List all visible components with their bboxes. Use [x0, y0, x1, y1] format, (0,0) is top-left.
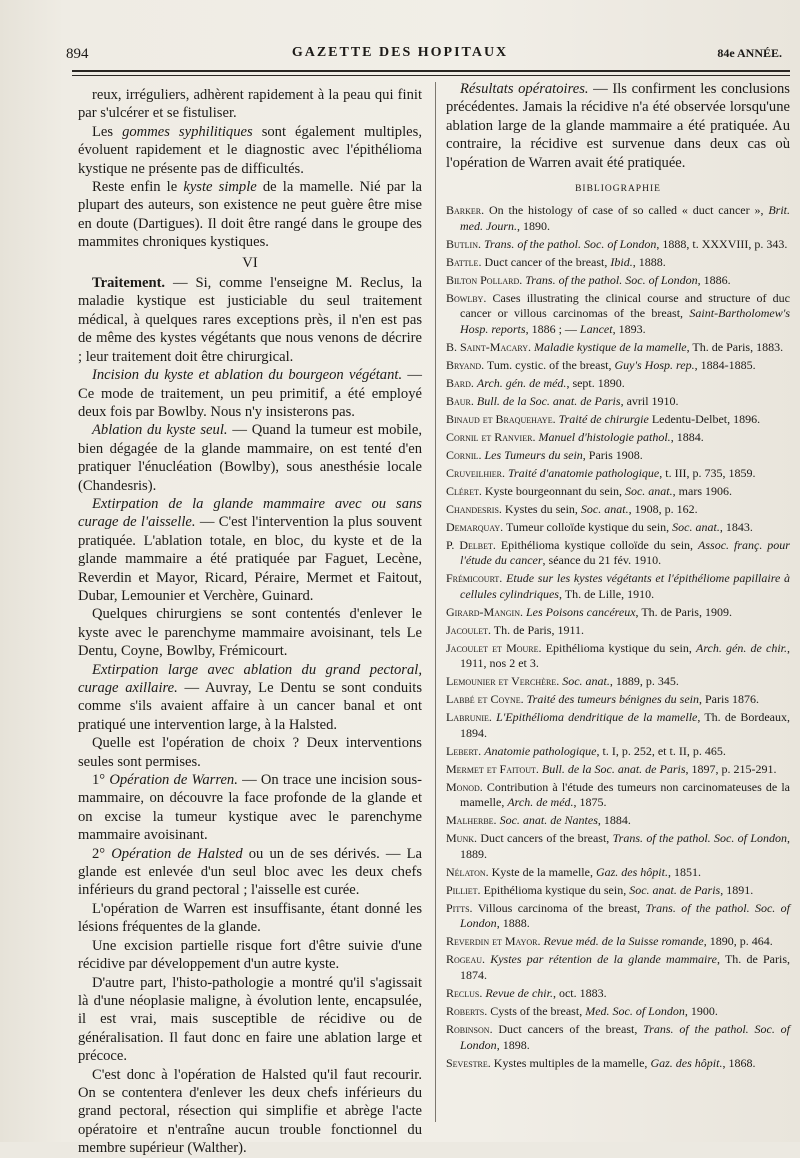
bibliography-entry — [446, 674, 790, 690]
italic-text: Ibid. — [610, 254, 633, 269]
italic-text: Les Tumeurs du sein — [484, 447, 583, 462]
bibliography-entry — [446, 203, 790, 234]
author-name: Frémicourt. — [446, 571, 503, 586]
italic-text: Trans. of the pathol. Soc. of London — [460, 1022, 790, 1052]
text-run: , 1889. — [460, 831, 790, 861]
bibliography-entry — [446, 291, 790, 338]
italic-text: Arch. gén. de chir. — [695, 640, 787, 655]
paragraph — [78, 421, 422, 495]
text-run: , 1884. — [670, 429, 704, 444]
italic-text: Etude sur les kystes végétants et l'épithéliome papillaire à cellules cylindriques — [460, 571, 791, 601]
text-run: , t. III, p. 735, 1859. — [659, 465, 756, 480]
author-name: Reclus. — [446, 986, 483, 1001]
paragraph — [78, 1066, 422, 1158]
author-name: Robinson. — [446, 1022, 493, 1036]
italic-text: Ablation du kyste seul. — [92, 422, 228, 439]
text-run: — Si, comme l'enseigne M. Reclus, la maladie kystique est justiciable du seul traitement médical, à quelques rares exceptions près, il n'en est pas de même des kystes végétants que nous venons de décrire ; leur traitement doit être chirurgical. — [78, 275, 422, 365]
author-name: Lemounier et Verchère. — [446, 674, 560, 689]
text-run: , Paris 1908. — [582, 447, 643, 462]
italic-text: Extirpation large avec ablation du grand pectoral, curage axillaire. — [78, 661, 422, 696]
author-name: Bilton Pollard. — [446, 272, 523, 287]
left-column — [78, 86, 422, 1158]
italic-text: Traité des tumeurs bénignes du sein — [526, 692, 699, 707]
text-run: , 1893. — [612, 321, 646, 336]
bibliography-entry — [446, 1022, 790, 1053]
paragraph — [78, 123, 422, 178]
text-run: C'est donc à l'opération de Halsted qu'il faut recourir. On se contentera d'enlever les deux chefs inférieurs du grand pectoral, résection qui simplifie et abrège l'acte opératoire et n'entraîne aucun trouble fonctionnel du membre supérieur (Walther). — [78, 1066, 422, 1157]
author-name: Nélaton. — [446, 864, 489, 879]
bibliography-entry — [446, 623, 790, 639]
italic-text: Revue de chir. — [485, 986, 553, 1001]
text-run: , 1868. — [722, 1055, 756, 1070]
text-run: Reste enfin le — [92, 179, 184, 196]
text-run: , 1886. — [697, 272, 731, 287]
italic-text: Maladie kystique de la mamelle — [534, 339, 687, 354]
italic-text: Soc. anat. de Nantes — [499, 813, 598, 828]
bibliography-entry — [446, 780, 790, 811]
text-run: Tumeur colloïde kystique du sein, — [503, 519, 673, 534]
text-run: Kyste de la mamelle, — [488, 864, 596, 879]
bibliography-entry — [446, 901, 790, 932]
bibliography-entry — [446, 466, 790, 482]
italic-text: gommes syphilitiques — [122, 123, 253, 140]
text-run: , 1888. — [632, 254, 666, 269]
italic-text: Trans. of the pathol. Soc. of London — [460, 900, 790, 931]
italic-text: Anatomie pathologique — [484, 743, 597, 758]
text-run: ou un de ses dérivés. — La glande est enlevée d'un seul bloc avec les deux chefs inférieurs du grand pectoral ; l'aisselle est curée. — [78, 845, 422, 899]
text-run: , 1900. — [684, 1004, 718, 1019]
author-name: Reverdin et Mayor. — [446, 934, 541, 949]
text-run: Duct cancer of the breast, — [481, 254, 611, 269]
bibliography-entry — [446, 448, 790, 464]
italic-text: Guy's Hosp. rep. — [614, 357, 695, 372]
italic-text: Lancet — [579, 321, 613, 336]
author-name: Lebert. — [446, 743, 482, 758]
text-run: Traitement. — [92, 275, 166, 292]
author-name: Demarquay. — [446, 519, 504, 534]
bibliography-entry — [446, 502, 790, 518]
text-run: , t. I, p. 252, et t. II, p. 465. — [596, 743, 726, 758]
bibliography-entry — [446, 865, 790, 881]
text-run: Ledentu-Delbet, 1896. — [648, 411, 761, 426]
text-run: , 1891. — [720, 882, 754, 897]
text-run: Tum. cystic. of the breast, — [484, 357, 615, 372]
header-rule-thin — [72, 75, 790, 76]
author-name: Binaud et Braquehaye. — [446, 411, 556, 426]
bibliography-entry — [446, 340, 790, 356]
text-run: Cases illustrating the clinical course and structure of duc cancer or villous carcinomas of the breast, — [460, 290, 790, 321]
results-paragraph — [446, 80, 790, 172]
text-run: , sept. 1890. — [566, 375, 625, 390]
author-name: Bryand. — [446, 357, 485, 372]
text-run: Duct cancers of the breast, — [477, 831, 613, 846]
text-run: , 1884. — [597, 813, 631, 828]
bibliography-entry — [446, 813, 790, 829]
text-run: — On trace une incision sous-mammaire, on découvre la face profonde de la glande et on excise la tumeur kystique avec le parenchyme mammaire avoisinant. — [78, 772, 422, 844]
section-heading — [78, 254, 422, 272]
italic-text: L'Epithélioma dendritique de la mamelle — [496, 710, 698, 725]
text-run: Th. de Paris, 1911. — [491, 622, 584, 637]
text-run: Quelques chirurgiens se sont contentés d'enlever le kyste avec le parenchyme mammaire avoisinant, tels Le Dentu, Coyne, Bowlby, Frémicourt. — [78, 606, 422, 660]
right-column — [446, 80, 790, 1074]
text-run: , oct. 1883. — [552, 986, 607, 1001]
bibliography-entry — [446, 831, 790, 862]
author-name: Butlin. — [446, 236, 481, 251]
text-run: , 1888. — [496, 916, 530, 931]
text-run: , 1908, p. 162. — [628, 501, 698, 516]
text-run: VI — [242, 254, 258, 271]
author-name: Munk. — [446, 831, 478, 846]
text-run: L'opération de Warren est insuffisante, étant donné les lésions fréquentes de la glande. — [78, 900, 422, 936]
bibliography-entry — [446, 744, 790, 760]
paragraph — [78, 495, 422, 605]
text-run: , 1888, t. XXXVIII, p. 343. — [656, 236, 788, 251]
author-name: Battle. — [446, 254, 482, 269]
text-run: , Paris 1876. — [699, 692, 759, 707]
author-name: Cruveilhier. — [446, 465, 505, 480]
bibliography-title: BIBLIOGRAPHIE — [575, 184, 661, 195]
bibliography-entry — [446, 412, 790, 428]
italic-text: Revue méd. de la Suisse romande — [543, 934, 704, 949]
text-run: , Th. de Lille, 1910. — [558, 586, 655, 601]
text-run: , 1884-1885. — [694, 357, 756, 372]
italic-text: Arch. gén. de méd. — [476, 375, 567, 390]
author-name: Girard-Mangin. — [446, 604, 523, 619]
bibliography-entry — [446, 883, 790, 899]
author-name: Barker. — [446, 203, 485, 218]
text-run: Kyste bourgeonnant du sein, — [481, 483, 625, 498]
author-name: B. Saint-Macary. — [446, 339, 532, 354]
text-run: Duct cancers of the breast, — [492, 1022, 644, 1036]
bibliography-entry — [446, 710, 790, 741]
text-run: sont également multiples, évoluent rapidement et le diagnostic avec l'épithélioma kystique ne présente pas de difficultés. — [78, 123, 422, 177]
text-run: — Ce mode de traitement, un peu primitif, a été employé deux fois par Bowlby. Nous n'y insisterons pas. — [78, 367, 422, 420]
text-run: , 1890, p. 464. — [703, 934, 773, 949]
author-name: P. Delbet. — [446, 537, 496, 552]
author-name: Roberts. — [446, 1004, 488, 1019]
text-run: Quelle est l'opération de choix ? Deux interventions seules sont permises. — [78, 735, 422, 770]
italic-text: Med. Soc. of London — [585, 1004, 685, 1019]
text-run: , 1890. — [517, 218, 550, 233]
paragraph — [78, 366, 422, 421]
bibliography-entry — [446, 538, 790, 569]
text-run: D'autre part, l'histo-pathologie a montré qu'il s'agissait là d'une néoplasie maligne, à évolution lente, encapsulée, il est vrai, mais susceptible de récidive ou de généralisation. Il faut donc en faire une ablation large et précoce. — [78, 974, 422, 1065]
text-run: Epithélioma kystique du sein, — [480, 882, 630, 897]
italic-text: Soc. anat. — [672, 519, 720, 534]
text-run: de la mamelle. Nié par la plupart des auteurs, son existence ne peut guère être mise en doute (Dartigues). Il doit être rangé dans le groupe des mammites chroniques kystiques. — [78, 179, 422, 251]
italic-text: Bull. de la Soc. anat. de Paris — [541, 761, 686, 776]
bibliography-entry — [446, 1056, 790, 1072]
header-rule-thick — [72, 70, 790, 72]
text-run: , Th. de Paris, 1874. — [460, 952, 790, 983]
italic-text: Les Poisons cancéreux — [526, 604, 636, 619]
paragraph — [78, 845, 422, 900]
italic-text: Opération de Halsted — [111, 845, 243, 862]
bibliography-entry — [446, 430, 790, 446]
italic-text: Traité de chirurgie — [558, 411, 649, 426]
text-run: On the histology of case of so called « duct cancer », — [484, 203, 769, 218]
text-run: , 1843. — [719, 519, 753, 534]
author-name: Labrunie. — [446, 710, 492, 725]
paragraph — [78, 661, 422, 735]
italic-text: Bull. de la Soc. anat. de Paris — [476, 393, 621, 408]
bibliography-entry — [446, 255, 790, 271]
bibliography-entry — [446, 952, 790, 983]
bibliography-entry — [446, 376, 790, 392]
paragraph — [78, 178, 422, 252]
paragraph — [78, 605, 422, 660]
bibliography-entry — [446, 762, 790, 778]
author-name: Pitts. — [446, 900, 473, 915]
paragraph — [78, 86, 422, 123]
italic-text: Kystes par rétention de la glande mammaire — [490, 952, 717, 967]
author-name: Malherbe. — [446, 813, 497, 828]
italic-text: Soc. anat. de Paris — [629, 882, 721, 897]
author-name: Rogeau. — [446, 952, 485, 967]
text-run: Cysts of the breast, — [487, 1004, 586, 1019]
bibliography-entry — [446, 358, 790, 374]
author-name: Cléret. — [446, 483, 482, 498]
text-run: , 1889, p. 345. — [609, 674, 679, 689]
paragraph — [78, 937, 422, 974]
journal-title: GAZETTE DES HOPITAUX — [291, 45, 509, 60]
text-run: , 1897, p. 215-291. — [685, 761, 777, 776]
text-run: Villous carcinoma of the breast, — [472, 900, 646, 915]
text-run: , 1851. — [667, 864, 701, 879]
page-number: 894 — [66, 46, 89, 62]
paragraph — [78, 974, 422, 1066]
text-run: — Quand la tumeur est mobile, bien dégagée de la glande mammaire, on est tenté d'en pratiquer l'énucléation (Bowlby), sous anesthésie locale (Chandesris). — [78, 422, 422, 494]
italic-text: Gaz. des hôpit. — [595, 864, 668, 879]
author-name: Jacoulet et Moure. — [446, 640, 542, 655]
text-run: Kystes multiples de la mamelle, — [490, 1055, 651, 1070]
italic-text: Soc. anat. — [624, 483, 673, 498]
bibliography-entry — [446, 237, 790, 253]
italic-text: Extirpation de la glande mammaire avec ou sans curage de l'aisselle. — [78, 495, 422, 531]
text-run: Contribution à l'étude des tumeurs non carcinomateuses de la mamelle, — [460, 779, 790, 810]
author-name: Monod. — [446, 779, 483, 794]
italic-text: kyste simple — [183, 179, 257, 196]
text-run: , séance du 21 fév. 1910. — [542, 553, 662, 568]
text-run: , 1875. — [573, 795, 607, 810]
author-name: Mermet et Faitout. — [446, 761, 539, 776]
text-run: 2° — [92, 845, 112, 862]
bibliography-entry — [446, 1004, 790, 1020]
text-run: — Ils confirment les conclusions précédentes. Jamais la récidive n'a été observée lorsqu'une ablation large de la glande mammaire a été pratiquée. Au contraire, la récidive est survenue dans deux cas où l'opération de Warren avait été pratiquée. — [446, 81, 790, 171]
author-name: Bard. — [446, 375, 474, 390]
italic-text: Soc. anat. — [580, 501, 629, 516]
text-run: Epithélioma kystique du sein, — [541, 640, 696, 655]
italic-text: Assoc. franç. pour l'étude du cancer — [460, 537, 790, 568]
text-run: reux, irréguliers, adhèrent rapidement à la peau qui finit par s'ulcérer et se fistuliser. — [78, 87, 422, 122]
text-run: , 1898. — [496, 1037, 530, 1052]
text-run: , avril 1910. — [620, 393, 679, 408]
italic-text: Incision du kyste et ablation du bourgeon végétant. — [92, 367, 403, 384]
author-name: Pilliet. — [446, 882, 481, 897]
author-name: Cornil. — [446, 447, 482, 462]
italic-text: Traité d'anatomie pathologique — [508, 465, 660, 480]
bibliography-entry — [446, 986, 790, 1002]
italic-text: Gaz. des hôpit. — [650, 1055, 723, 1070]
italic-text: Saint-Bartholomew's Hosp. reports — [460, 306, 790, 336]
author-name: Labbé et Coyne. — [446, 692, 524, 707]
text-run: 1° — [92, 772, 110, 789]
bibliography-entry — [446, 571, 790, 602]
italic-text: Trans. of the pathol. Soc. of London — [525, 272, 698, 287]
italic-text: Opération de Warren. — [109, 772, 238, 789]
text-run: , Th. de Paris, 1909. — [635, 604, 732, 619]
text-run: Kystes du sein, — [501, 501, 581, 516]
author-name: Bowlby. — [446, 290, 487, 305]
italic-text: Arch. de méd. — [507, 795, 574, 810]
paragraph — [78, 771, 422, 845]
italic-text: Trans. of the pathol. Soc. of London — [612, 831, 787, 846]
author-name: Cornil et Ranvier. — [446, 429, 536, 444]
bibliography-entry — [446, 520, 790, 536]
bibliography-entry — [446, 692, 790, 708]
bibliography-list — [446, 203, 790, 1071]
italic-text: Résultats opératoires. — [460, 81, 589, 97]
italic-text: Manuel d'histologie pathol. — [538, 429, 671, 444]
author-name: Baur. — [446, 393, 474, 408]
author-name: Jacoulet. — [446, 622, 491, 637]
text-run: , 1911, nos 2 et 3. — [460, 640, 790, 671]
paragraph — [78, 900, 422, 937]
bibliography-entry — [446, 605, 790, 621]
text-run: — Auvray, Le Dentu se sont conduits comme s'ils avaient affaire à un cancer banal et ont pratiqué une intervention large, à la Halsted. — [78, 680, 422, 733]
author-name: Sevestre. — [446, 1055, 491, 1070]
paragraph — [78, 274, 422, 366]
text-run: Une excision partielle risque fort d'être suivie d'une récidive par développement d'un autre kyste. — [78, 937, 422, 973]
italic-text: Soc. anat. — [562, 674, 610, 689]
bibliography-entry — [446, 484, 790, 500]
text-run: , Th. de Paris, 1883. — [686, 339, 784, 354]
author-name: Chandesris. — [446, 501, 502, 516]
bibliography-entry — [446, 394, 790, 410]
text-run: Epithélioma kystique colloïde du sein, — [495, 537, 699, 552]
bibliography-entry — [446, 641, 790, 672]
text-run: Les — [92, 123, 123, 140]
text-run: , 1886 ; — — [525, 321, 580, 336]
year-label: 84e ANNÉE. — [717, 46, 782, 60]
bibliography-entry — [446, 934, 790, 950]
italic-text: Trans. of the pathol. Soc. of London — [484, 236, 657, 251]
bibliography-entry — [446, 273, 790, 289]
paragraph — [78, 734, 422, 771]
text-run: , Th. de Bordeaux, 1894. — [460, 710, 791, 740]
text-run: — C'est l'intervention la plus souvent pratiquée. L'ablation totale, en bloc, du kyste et de la glande mammaire a été pratiquée par Faguet, Lecène, Reverdin et Mayor, Ricard, Péraire, Mermet et Faitout, Dubar, Lemounier et Verchère, Guinard. — [78, 514, 422, 604]
text-run: , mars 1906. — [672, 483, 732, 498]
italic-text: Brit. med. Journ. — [460, 203, 790, 233]
column-divider — [435, 82, 436, 1122]
